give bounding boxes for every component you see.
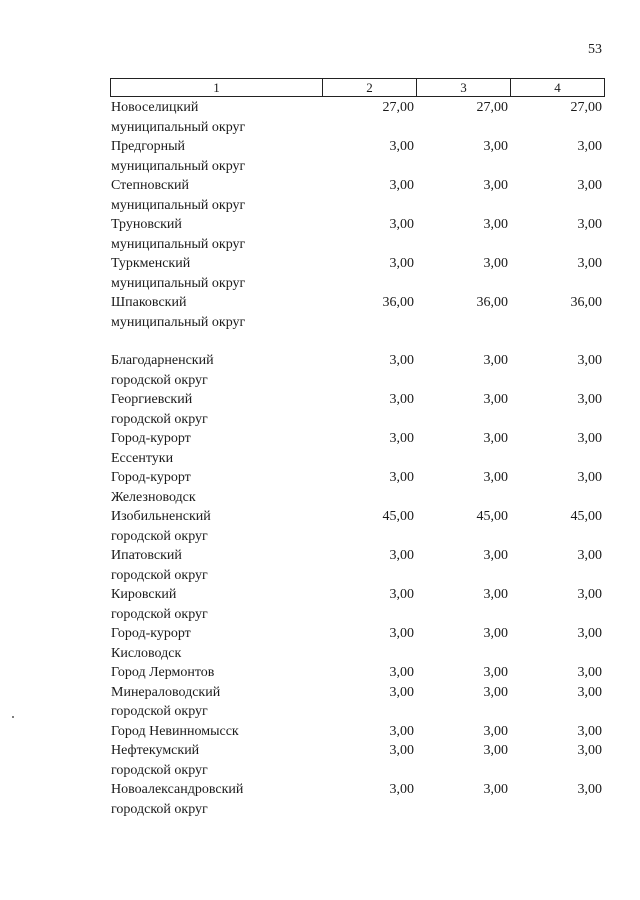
- table-row: [110, 663, 604, 683]
- municipality-name-line: Город Лермонтов: [111, 665, 215, 680]
- table-row: [110, 215, 604, 254]
- municipality-name: [110, 663, 311, 683]
- municipality-name-line: Степновский: [111, 178, 189, 193]
- value-column-4: 3,00: [577, 782, 602, 797]
- value-column-3: 36,00: [476, 295, 508, 310]
- value-column-2: 3,00: [389, 470, 414, 485]
- municipality-name: [110, 722, 311, 742]
- value-column-3: 3,00: [483, 587, 508, 602]
- value-column-3: 3,00: [483, 665, 508, 680]
- value-column-3: 3,00: [483, 217, 508, 232]
- value-column-4: 45,00: [570, 509, 602, 524]
- municipality-name: [110, 293, 311, 332]
- value-column-3: 3,00: [483, 548, 508, 563]
- value-column-2: 3,00: [389, 626, 414, 641]
- value-column-4: 3,00: [577, 723, 602, 739]
- municipality-name: [110, 254, 311, 293]
- municipality-name-line: Благодарненский: [111, 353, 214, 368]
- municipality-name: [110, 137, 311, 176]
- table-row: [110, 624, 604, 663]
- value-column-4: 3,00: [577, 353, 602, 368]
- value-column-3: 3,00: [483, 353, 508, 368]
- municipality-name: [110, 507, 311, 546]
- value-column-2: 3,00: [389, 548, 414, 563]
- value-column-4: 3,00: [577, 217, 602, 232]
- value-column-2: 36,00: [382, 295, 414, 310]
- value-column-2: 3,00: [389, 684, 414, 700]
- value-column-4: 3,00: [577, 665, 602, 680]
- value-column-2: 3,00: [389, 217, 414, 232]
- municipality-name: [110, 215, 311, 254]
- value-column-2: 3,00: [389, 743, 414, 758]
- municipality-name-line: муниципальный округ: [111, 314, 246, 330]
- municipality-name-line: Город-курорт: [111, 431, 191, 446]
- value-column-4: 3,00: [577, 548, 602, 563]
- table-row: [110, 546, 604, 585]
- municipality-name-line: Труновский: [111, 217, 182, 232]
- table-row: [110, 507, 604, 546]
- municipality-name-line: Город-курорт: [111, 470, 191, 485]
- municipality-name: [110, 98, 311, 137]
- value-column-2: 3,00: [389, 782, 414, 797]
- value-column-3: 3,00: [483, 139, 508, 154]
- value-column-4: 3,00: [577, 178, 602, 193]
- value-column-2: 3,00: [389, 139, 414, 154]
- municipality-name: [110, 176, 311, 215]
- table-body: [110, 98, 604, 819]
- value-column-3: 3,00: [483, 684, 508, 700]
- value-column-3: 3,00: [483, 392, 508, 407]
- value-column-3: 3,00: [483, 431, 508, 446]
- value-column-4: 3,00: [577, 587, 602, 602]
- value-column-3: 3,00: [483, 178, 508, 193]
- municipality-name-line: муниципальный округ: [111, 158, 246, 174]
- table-row: [110, 468, 604, 507]
- municipality-name: [110, 546, 311, 585]
- value-column-3: 3,00: [483, 723, 508, 739]
- value-column-2: 3,00: [389, 723, 414, 739]
- municipality-name-line: Новоалександровский: [111, 782, 244, 797]
- municipality-name: [110, 624, 311, 663]
- column-header-3: 3: [417, 79, 511, 97]
- municipality-name-line: муниципальный округ: [111, 236, 246, 252]
- value-column-2: 27,00: [382, 100, 414, 115]
- table-row: [110, 176, 604, 215]
- municipality-name-line: Нефтекумский: [111, 743, 200, 758]
- table-row: [110, 390, 604, 429]
- municipality-name-line: Кировский: [111, 587, 177, 602]
- table-row: [110, 293, 604, 332]
- municipality-name-line: муниципальный округ: [111, 119, 246, 135]
- municipality-name-line: городской округ: [111, 762, 208, 778]
- table-row: [110, 254, 604, 293]
- table-row: [110, 98, 604, 137]
- value-column-2: 3,00: [389, 587, 414, 602]
- municipality-name-line: муниципальный округ: [111, 197, 246, 213]
- value-column-4: 3,00: [577, 684, 602, 700]
- municipality-name: [110, 429, 311, 468]
- value-column-3: 27,00: [476, 100, 508, 115]
- column-header-4: 4: [511, 79, 605, 97]
- value-column-3: 3,00: [483, 626, 508, 641]
- municipality-name: [110, 741, 311, 780]
- municipality-name-line: Железноводск: [111, 489, 196, 505]
- value-column-4: 36,00: [570, 295, 602, 310]
- table-row: [110, 683, 604, 722]
- table-row: [110, 741, 604, 780]
- municipality-name-line: Ессентуки: [111, 450, 174, 466]
- municipality-name: [110, 585, 311, 624]
- municipality-name-line: Предгорный: [111, 139, 186, 154]
- municipality-name: [110, 390, 311, 429]
- municipality-name-line: Новоселицкий: [111, 100, 199, 115]
- column-header-1: 1: [111, 79, 323, 97]
- municipality-name-line: Минераловодский: [111, 684, 221, 700]
- value-column-4: 27,00: [570, 100, 602, 115]
- value-column-4: 3,00: [577, 470, 602, 485]
- value-column-2: 3,00: [389, 353, 414, 368]
- value-column-4: 3,00: [577, 743, 602, 758]
- table-row: [110, 722, 604, 742]
- table-row: [110, 780, 604, 819]
- municipality-name-line: Город Невинномысск: [111, 723, 239, 739]
- column-header-row: [110, 78, 605, 97]
- value-column-4: 3,00: [577, 139, 602, 154]
- table-row: [110, 429, 604, 468]
- municipality-name-line: Кисловодск: [111, 645, 182, 661]
- value-column-2: 3,00: [389, 178, 414, 193]
- municipality-name-line: Георгиевский: [111, 392, 193, 407]
- table-row: [110, 585, 604, 624]
- municipality-name: [110, 351, 311, 390]
- value-column-2: 3,00: [389, 665, 414, 680]
- municipality-name: [110, 468, 311, 507]
- page-number: 53: [588, 42, 602, 57]
- municipality-name-line: городской округ: [111, 606, 208, 622]
- value-column-3: 3,00: [483, 782, 508, 797]
- value-column-4: 3,00: [577, 392, 602, 407]
- value-column-4: 3,00: [577, 256, 602, 271]
- municipality-name: [110, 683, 311, 722]
- value-column-3: 3,00: [483, 256, 508, 271]
- municipality-name-line: городской округ: [111, 528, 208, 544]
- municipality-name-line: городской округ: [111, 567, 208, 583]
- value-column-2: 45,00: [382, 509, 414, 524]
- value-column-4: 3,00: [577, 431, 602, 446]
- value-column-2: 3,00: [389, 431, 414, 446]
- table-row: [110, 137, 604, 176]
- municipality-name-line: муниципальный округ: [111, 275, 246, 291]
- municipality-name-line: Город-курорт: [111, 626, 191, 641]
- municipality-name: [110, 780, 311, 819]
- value-column-2: 3,00: [389, 256, 414, 271]
- municipality-name-line: Шпаковский: [111, 295, 187, 310]
- value-column-3: 3,00: [483, 743, 508, 758]
- municipality-name-line: Ипатовский: [111, 548, 182, 563]
- municipality-name-line: Туркменский: [111, 256, 191, 271]
- municipality-name-line: городской округ: [111, 704, 208, 719]
- column-header-2: 2: [323, 79, 417, 97]
- municipality-name-line: городской округ: [111, 801, 208, 817]
- table-row: [110, 351, 604, 390]
- value-column-3: 3,00: [483, 470, 508, 485]
- municipality-name-line: городской округ: [111, 411, 208, 427]
- municipality-name-line: городской округ: [111, 372, 208, 388]
- value-column-3: 45,00: [476, 509, 508, 524]
- value-column-2: 3,00: [389, 392, 414, 407]
- scan-speck: [12, 716, 14, 718]
- municipality-name-line: Изобильненский: [111, 509, 211, 524]
- value-column-4: 3,00: [577, 626, 602, 641]
